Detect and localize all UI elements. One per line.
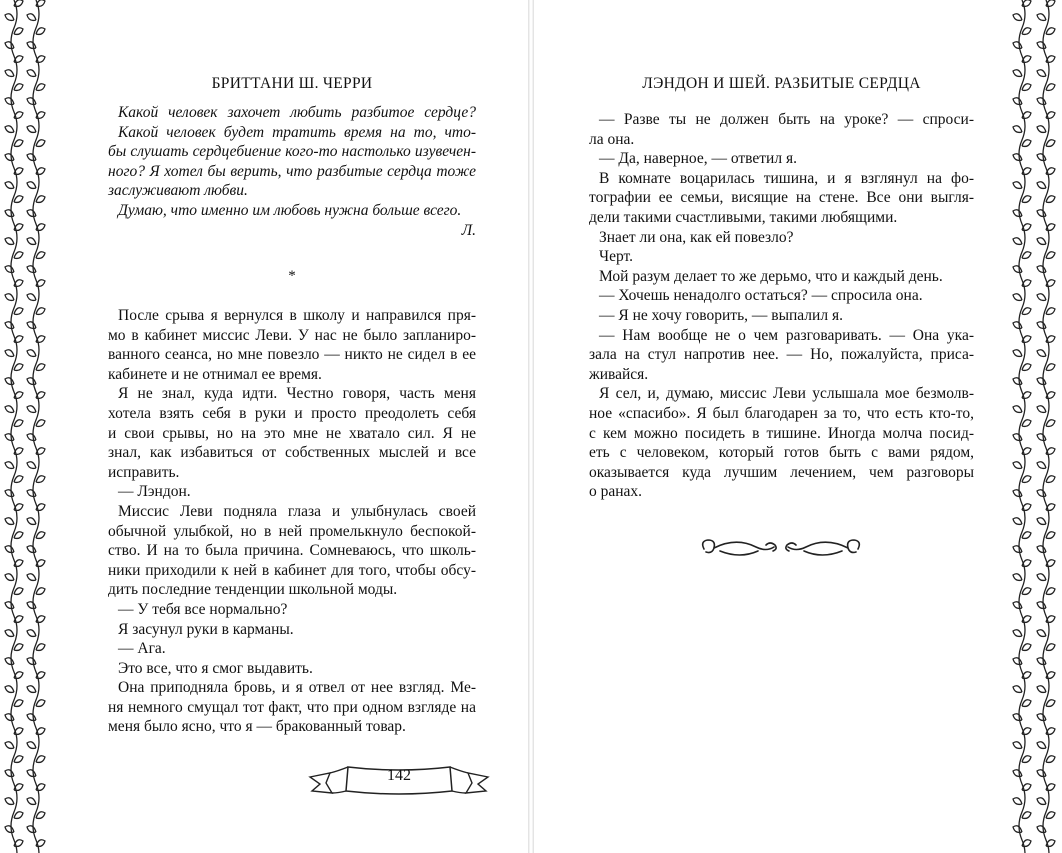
epigraph-line: заслуживают любви. [108,182,248,200]
laurel-vine-icon [1013,266,1022,273]
laurel-vine-icon [1013,238,1022,245]
laurel-vine-icon [5,798,14,805]
laurel-vine-icon [27,742,36,749]
laurel-vine-icon [36,700,45,707]
epigraph-line: ного? Я хотел бы верить, что разбитые сердца тоже [108,162,476,180]
paragraph [108,384,476,482]
laurel-vine-icon [5,686,14,693]
laurel-vine-icon [1013,602,1022,609]
text-line: хотела взять себя в руки и просто преодолеть себя [108,404,476,422]
laurel-vine-icon [5,826,14,833]
laurel-vine-icon [1022,812,1031,819]
laurel-vine-icon [1013,350,1022,357]
laurel-vine-icon [1013,434,1022,441]
laurel-vine-icon [1037,686,1046,693]
laurel-vine-icon [36,196,45,203]
laurel-vine-icon [27,406,36,413]
laurel-vine-icon [1013,294,1022,301]
right-body-text [589,110,974,502]
laurel-vine-icon [1037,406,1046,413]
laurel-vine-icon [1037,826,1046,833]
laurel-vine-icon [27,686,36,693]
text-line: зала на стул напротив нее. — Но, пожалуйста, приса- [589,346,974,364]
laurel-vine-icon [5,462,14,469]
laurel-vine-icon [1013,742,1022,749]
laurel-vine-icon [36,756,45,763]
paragraph [108,639,476,659]
text-line: — Ага. [118,640,166,658]
laurel-vine-icon [1022,644,1031,651]
laurel-vine-icon [1037,14,1046,21]
laurel-vine-icon [5,70,14,77]
laurel-vine-icon [1022,252,1031,259]
laurel-vine-icon [1037,434,1046,441]
laurel-vine-icon [1013,518,1022,525]
laurel-vine-icon [1037,350,1046,357]
laurel-vine-icon [1013,182,1022,189]
paragraph [589,306,974,326]
laurel-vine-icon [27,154,36,161]
laurel-vine-icon [1022,196,1031,203]
text-line: Мой разум делает то же дерьмо, что и каждый день. [599,267,943,285]
laurel-vine-icon [1022,140,1031,147]
laurel-vine-icon [27,350,36,357]
laurel-vine-icon [27,574,36,581]
laurel-vine-icon [27,546,36,553]
text-line: ники приходили к ней в кабинет для того, чтобы обсу- [108,561,476,579]
laurel-vine-icon [27,182,36,189]
laurel-vine-icon [1037,518,1046,525]
left-page [108,0,476,853]
laurel-vine-icon [5,490,14,497]
laurel-vine-icon [1037,546,1046,553]
laurel-vine-icon [36,308,45,315]
text-line: ня немного смущал тот факт, что при одном взгляде на [108,698,476,716]
laurel-vine-icon [27,266,36,273]
text-line: с кем можно посидеть в тишине. Иногда молча посид- [589,424,974,442]
text-line: обычной улыбкой, но в ней промелькнуло беспокой- [108,522,476,540]
laurel-vine-icon [27,462,36,469]
swirl-flourish-icon [696,533,866,565]
text-line: дели такими счастливыми, такими любящими. [589,208,898,226]
laurel-vine-icon [1037,462,1046,469]
paragraph [108,502,476,600]
laurel-vine-icon [27,658,36,665]
laurel-vine-icon [1046,532,1055,539]
laurel-vine-icon [1037,742,1046,749]
paragraph [589,384,974,502]
page-number-ribbon [308,763,490,799]
text-line: После срыва я вернулся в школу и направился пря- [118,307,476,324]
laurel-vine-icon [5,630,14,637]
laurel-vine-icon [1037,210,1046,217]
laurel-vine-icon [5,406,14,413]
laurel-vine-icon [5,350,14,357]
text-line: Она приподняла бровь, и я отвел от нее взгляд. Ме- [118,679,476,697]
laurel-vine-icon [1022,28,1031,35]
text-line: мо в кабинет миссис Леви. У нас не было запланиро- [108,326,476,344]
text-line: живайся. [589,365,649,383]
laurel-vine-icon [27,42,36,49]
laurel-vine-icon [1037,98,1046,105]
laurel-vine-icon [1013,462,1022,469]
laurel-vine-icon [1013,154,1022,161]
laurel-vine-icon [1037,42,1046,49]
text-line: Черт. [599,248,633,266]
text-line: Я засунул руки в карманы. [118,620,294,638]
laurel-vine-icon [5,154,14,161]
laurel-vine-icon [1037,630,1046,637]
right-laurel-border [1002,0,1062,853]
page-number: 142 [387,767,411,784]
laurel-vine-icon [1046,308,1055,315]
laurel-vine-icon [27,378,36,385]
laurel-vine-icon [5,518,14,525]
laurel-vine-icon [1046,588,1055,595]
laurel-vine-icon [14,308,23,315]
laurel-vine-icon [1022,420,1031,427]
laurel-vine-icon [1046,364,1055,371]
laurel-vine-icon [14,476,23,483]
laurel-vine-icon [1013,378,1022,385]
paragraph [108,482,476,502]
text-line: исправить. [108,463,180,481]
laurel-vine-icon [27,210,36,217]
laurel-vine-icon [1037,182,1046,189]
text-line: Знает ли она, как ей повезло? [599,228,794,246]
laurel-vine-icon [27,630,36,637]
laurel-vine-icon [27,98,36,105]
paragraph [108,600,476,620]
paragraph [108,678,476,737]
laurel-vine-icon [1022,84,1031,91]
laurel-vine-icon [27,294,36,301]
laurel-vine-icon [14,252,23,259]
laurel-vine-icon [27,14,36,21]
text-line: ла она. [589,130,635,148]
text-line: Это все, что я смог выдавить. [118,659,313,677]
text-line: оказывается куда лучшим лечением, чем разговоры [589,463,974,481]
laurel-vine-icon [14,756,23,763]
laurel-vine-icon [14,196,23,203]
laurel-vine-icon [1013,490,1022,497]
text-line: о ранах. [589,483,643,501]
laurel-vine-icon [1013,546,1022,553]
laurel-vine-icon [5,294,14,301]
laurel-vine-icon [27,238,36,245]
laurel-vine-icon [1046,196,1055,203]
laurel-vine-icon [1037,602,1046,609]
laurel-vine-icon [1013,98,1022,105]
laurel-vine-icon [1022,364,1031,371]
laurel-vine-icon [5,378,14,385]
laurel-vine-icon [5,238,14,245]
laurel-vine-icon [27,490,36,497]
laurel-vine-icon [1013,798,1022,805]
laurel-vine-icon [1022,756,1031,763]
laurel-vine-icon [1013,14,1022,21]
laurel-vine-icon [1046,28,1055,35]
laurel-vine-icon [36,476,45,483]
text-line: ванного сеанса, но мне повезло — никто не сидел в ее [108,346,476,364]
laurel-vine-icon [1046,812,1055,819]
laurel-vine-icon [1046,420,1055,427]
paragraph [589,267,974,287]
laurel-vine-icon [5,714,14,721]
laurel-vine-icon [5,210,14,217]
laurel-vine-icon [1037,798,1046,805]
laurel-vine-icon [1013,826,1022,833]
laurel-vine-icon [36,364,45,371]
laurel-vine-icon [27,70,36,77]
laurel-vine-icon [1037,266,1046,273]
laurel-vine-icon [36,644,45,651]
laurel-vine-icon [1013,210,1022,217]
laurel-vine-icon [1022,308,1031,315]
laurel-vine-icon [1037,658,1046,665]
text-line: — Хочешь ненадолго остаться? — спросила она. [599,287,923,305]
text-line: Я не знал, куда идти. Честно говоря, часть меня [118,385,476,403]
laurel-vine-icon [5,14,14,21]
laurel-vine-icon [1022,700,1031,707]
book-gutter [528,0,534,853]
laurel-vine-icon [1037,70,1046,77]
text-line: — Лэндон. [118,483,191,501]
laurel-vine-icon [14,588,23,595]
laurel-vine-icon [27,434,36,441]
laurel-vine-icon [5,266,14,273]
laurel-vine-icon [5,42,14,49]
right-running-head: ЛЭНДОН И ШЕЙ. РАЗБИТЫЕ СЕРДЦА [642,75,921,92]
laurel-vine-icon [1037,126,1046,133]
laurel-vine-icon [1013,42,1022,49]
laurel-vine-icon [27,826,36,833]
paragraph [589,326,974,385]
laurel-vine-icon [1013,658,1022,665]
laurel-vine-icon [1022,588,1031,595]
text-line: кабинете и не отнимал ее время. [108,365,322,383]
epigraph-line: Думаю, что именно им любовь нужна больше всего. [118,201,462,219]
text-line: меня было ясно, что я — бракованный товар. [108,718,406,736]
laurel-vine-icon [1046,476,1055,483]
paragraph [108,306,476,384]
laurel-vine-icon [1013,686,1022,693]
laurel-vine-icon [36,588,45,595]
laurel-vine-icon [27,602,36,609]
left-laurel-border [0,0,58,853]
laurel-vine-icon [14,364,23,371]
laurel-vine-icon [5,546,14,553]
laurel-vine-icon [14,644,23,651]
laurel-vine-icon [36,84,45,91]
text-line: тографии ее семьи, висящие на стене. Все они выгля- [589,189,974,207]
laurel-vine-icon [14,140,23,147]
laurel-vine-icon [1046,644,1055,651]
left-body-text [108,306,476,737]
laurel-vine-icon [1037,322,1046,329]
laurel-vine-icon [36,532,45,539]
laurel-vine-icon [5,602,14,609]
laurel-vine-icon [36,252,45,259]
text-line: — Разве ты не должен быть на уроке? — спроси- [599,111,974,128]
epigraph-line: Какой человек будет тратить время на то, что- [118,123,476,141]
laurel-vine-icon [1037,574,1046,581]
laurel-vine-icon [1037,490,1046,497]
laurel-vine-icon [5,182,14,189]
paragraph [589,110,974,149]
laurel-vine-icon [14,84,23,91]
laurel-vine-icon [14,28,23,35]
text-line: дить последние тенденции школьной моды. [108,581,398,599]
laurel-vine-icon [1013,574,1022,581]
laurel-vine-icon [1022,532,1031,539]
laurel-vine-icon [5,98,14,105]
laurel-vine-icon [1046,252,1055,259]
laurel-vine-icon [36,420,45,427]
laurel-vine-icon [1037,154,1046,161]
laurel-vine-icon [14,420,23,427]
paragraph [589,247,974,267]
laurel-vine-icon [5,322,14,329]
text-line: ное «спасибо». Я был благодарен за то, что есть кто-то, [589,404,974,422]
laurel-vine-icon [5,434,14,441]
text-line: — Я не хочу говорить, — выпалил я. [599,306,843,324]
laurel-vine-icon [1046,756,1055,763]
laurel-vine-icon [1046,140,1055,147]
text-line: ство. И на то была причина. Сомневаюсь, что школь- [108,542,476,560]
laurel-vine-icon [1037,238,1046,245]
left-running-head: БРИТТАНИ Ш. ЧЕРРИ [211,75,373,92]
laurel-vine-icon [1013,714,1022,721]
text-line: — У тебя все нормально? [118,600,288,618]
epigraph-line: бы слушать сердцебиение кого-то настолько изувечен- [108,143,476,161]
paragraph [108,620,476,640]
text-line: и свои срывы, но на это мне не хватало сил. Я не [108,424,476,442]
paragraph [589,286,974,306]
laurel-vine-icon [5,126,14,133]
laurel-vine-icon [27,322,36,329]
laurel-vine-icon [36,28,45,35]
text-line: Миссис Леви подняла глаза и улыбнулась своей [118,502,476,520]
laurel-vine-icon [5,574,14,581]
laurel-vine-icon [14,532,23,539]
epigraph-signature: Л. [461,221,476,239]
laurel-vine-icon [1022,476,1031,483]
laurel-vine-icon [14,700,23,707]
laurel-vine-icon [1046,700,1055,707]
laurel-vine-icon [5,742,14,749]
laurel-vine-icon [5,770,14,777]
laurel-vine-icon [1013,126,1022,133]
text-line: знал, как избавиться от собственных мыслей и все [108,444,476,462]
paragraph [589,228,974,248]
laurel-vine-icon [36,812,45,819]
laurel-vine-icon [1013,406,1022,413]
laurel-vine-icon [1037,378,1046,385]
section-break: * [288,268,296,284]
paragraph [108,659,476,679]
paragraph [589,149,974,169]
laurel-vine-icon [1013,770,1022,777]
paragraph [589,169,974,228]
laurel-vine-icon [1037,294,1046,301]
laurel-vine-icon [27,518,36,525]
right-page [589,0,974,853]
text-line: — Да, наверное, — ответил я. [599,150,797,168]
text-line: Я сел, и, думаю, миссис Леви услышала мое безмолв- [599,385,974,403]
laurel-vine-icon [1013,70,1022,77]
text-line: В комнате воцарилась тишина, и я взглянул на фо- [599,169,974,187]
laurel-vine-icon [27,798,36,805]
epigraph-line: Какой человек захочет любить разбитое сердце? [118,104,476,121]
laurel-vine-icon [1037,770,1046,777]
epigraph [108,103,476,240]
laurel-vine-icon [27,126,36,133]
text-line: — Нам вообще не о чем разговаривать. — Она ука- [599,326,974,344]
laurel-vine-icon [1037,714,1046,721]
laurel-vine-icon [14,812,23,819]
laurel-vine-icon [1046,84,1055,91]
laurel-vine-icon [27,770,36,777]
text-line: еть с человеком, который готов быть с вами рядом, [589,444,974,462]
laurel-vine-icon [36,140,45,147]
laurel-vine-icon [1013,322,1022,329]
laurel-vine-icon [27,714,36,721]
laurel-vine-icon [1013,630,1022,637]
laurel-vine-icon [5,658,14,665]
